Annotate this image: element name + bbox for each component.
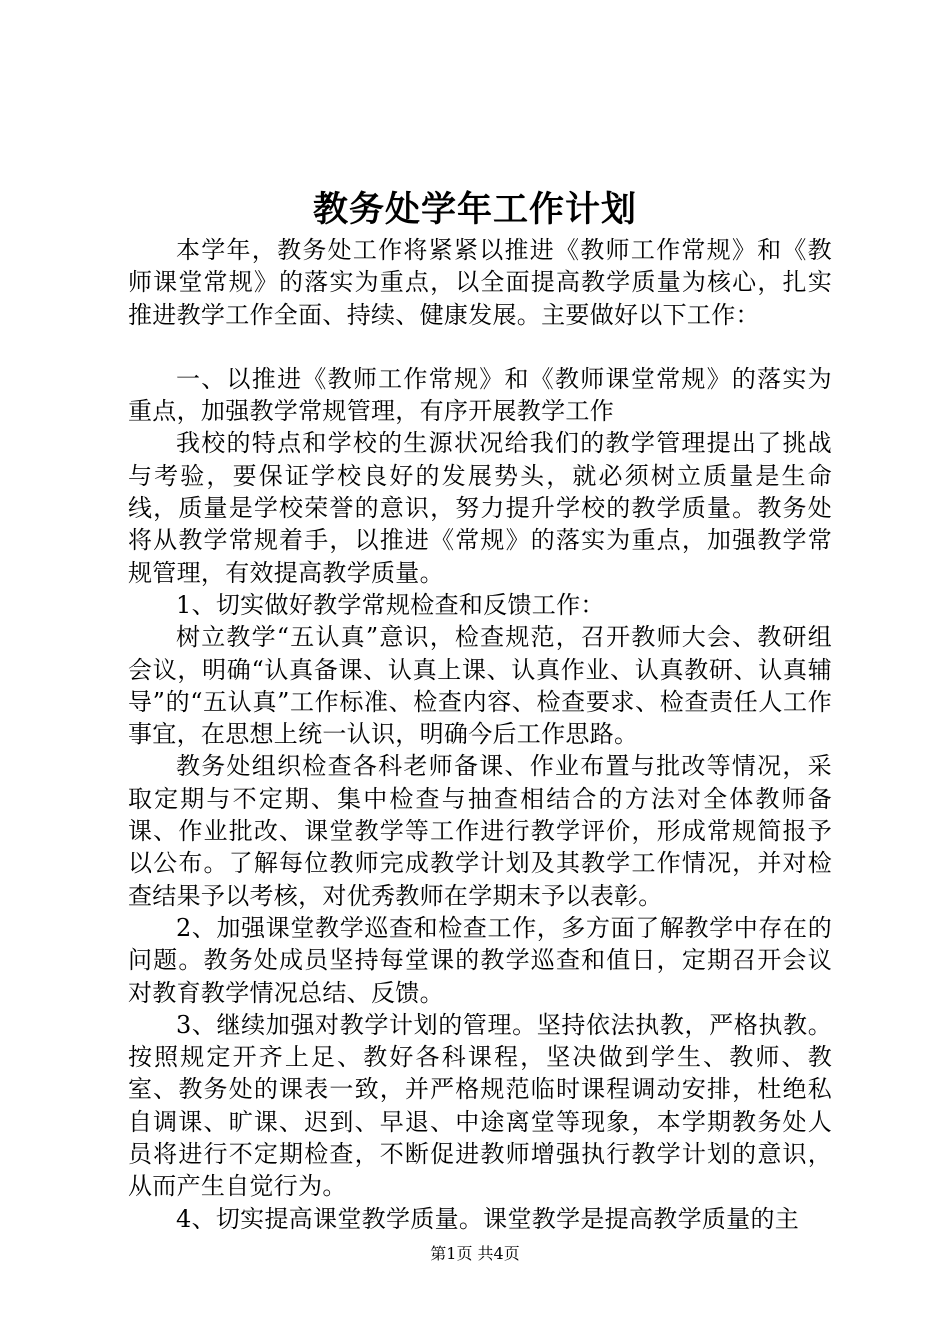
numbered-paragraph-2: 2、加强课堂教学巡查和检查工作，多方面了解教学中存在的问题。教务处成员坚持每堂课的教学巡查和值日，定期召开会议对教育教学情况总结、反馈。 [128, 913, 832, 1007]
subsection-heading-1: 1、切实做好教学常规检查和反馈工作： [176, 590, 605, 619]
page-number-footer: 第1页 共4页 [430, 1244, 520, 1263]
document-body [128, 234, 832, 1235]
intro-paragraph: 本学年，教务处工作将紧紧以推进《教师工作常规》和《教师课堂常规》的落实为重点，以全面提高教学质量为核心，扎实推进教学工作全面、持续、健康发展。主要做好以下工作： [128, 236, 832, 329]
body-paragraph: 树立教学“五认真”意识，检查规范，召开教师大会、教研组会议，明确“认真备课、认真上课、认真作业、认真教研、认真辅导”的“五认真”工作标准、检查内容、检查要求、检查责任人工作事宜，在思想上统一认识，明确今后工作思路。 [128, 623, 832, 749]
body-paragraph: 教务处组织检查各科老师备课、作业布置与批改等情况，采取定期与不定期、集中检查与抽查相结合的方法对全体教师备课、作业批改、课堂教学等工作进行教学评价，形成常规简报予以公布。了解每位教师完成教学计划及其教学工作情况，并对检查结果予以考核，对优秀教师在学期末予以表彰。 [128, 752, 832, 910]
numbered-paragraph-3: 3、继续加强对教学计划的管理。坚持依法执教，严格执教。按照规定开齐上足、教好各科课程，坚决做到学生、教师、教室、教务处的课表一致，并严格规范临时课程调动安排，杜绝私自调课、旷课、迟到、早退、中途离堂等现象，本学期教务处人员将进行不定期检查，不断促进教师增强执行教学计划的意识，从而产生自觉行为。 [128, 1010, 832, 1201]
section-heading-1: 一、以推进《教师工作常规》和《教师课堂常规》的落实为重点，加强教学常规管理，有序开展教学工作 [128, 364, 832, 426]
body-paragraph: 我校的特点和学校的生源状况给我们的教学管理提出了挑战与考验，要保证学校良好的发展势头，就必须树立质量是生命线，质量是学校荣誉的意识，努力提升学校的教学质量。教务处将从教学常规着手，以推进《常规》的落实为重点，加强教学常规管理，有效提高教学质量。 [128, 429, 832, 587]
document-title: 教务处学年工作计划 [312, 189, 637, 230]
numbered-paragraph-4: 4、切实提高课堂教学质量。课堂教学是提高教学质量的主 [176, 1204, 800, 1233]
